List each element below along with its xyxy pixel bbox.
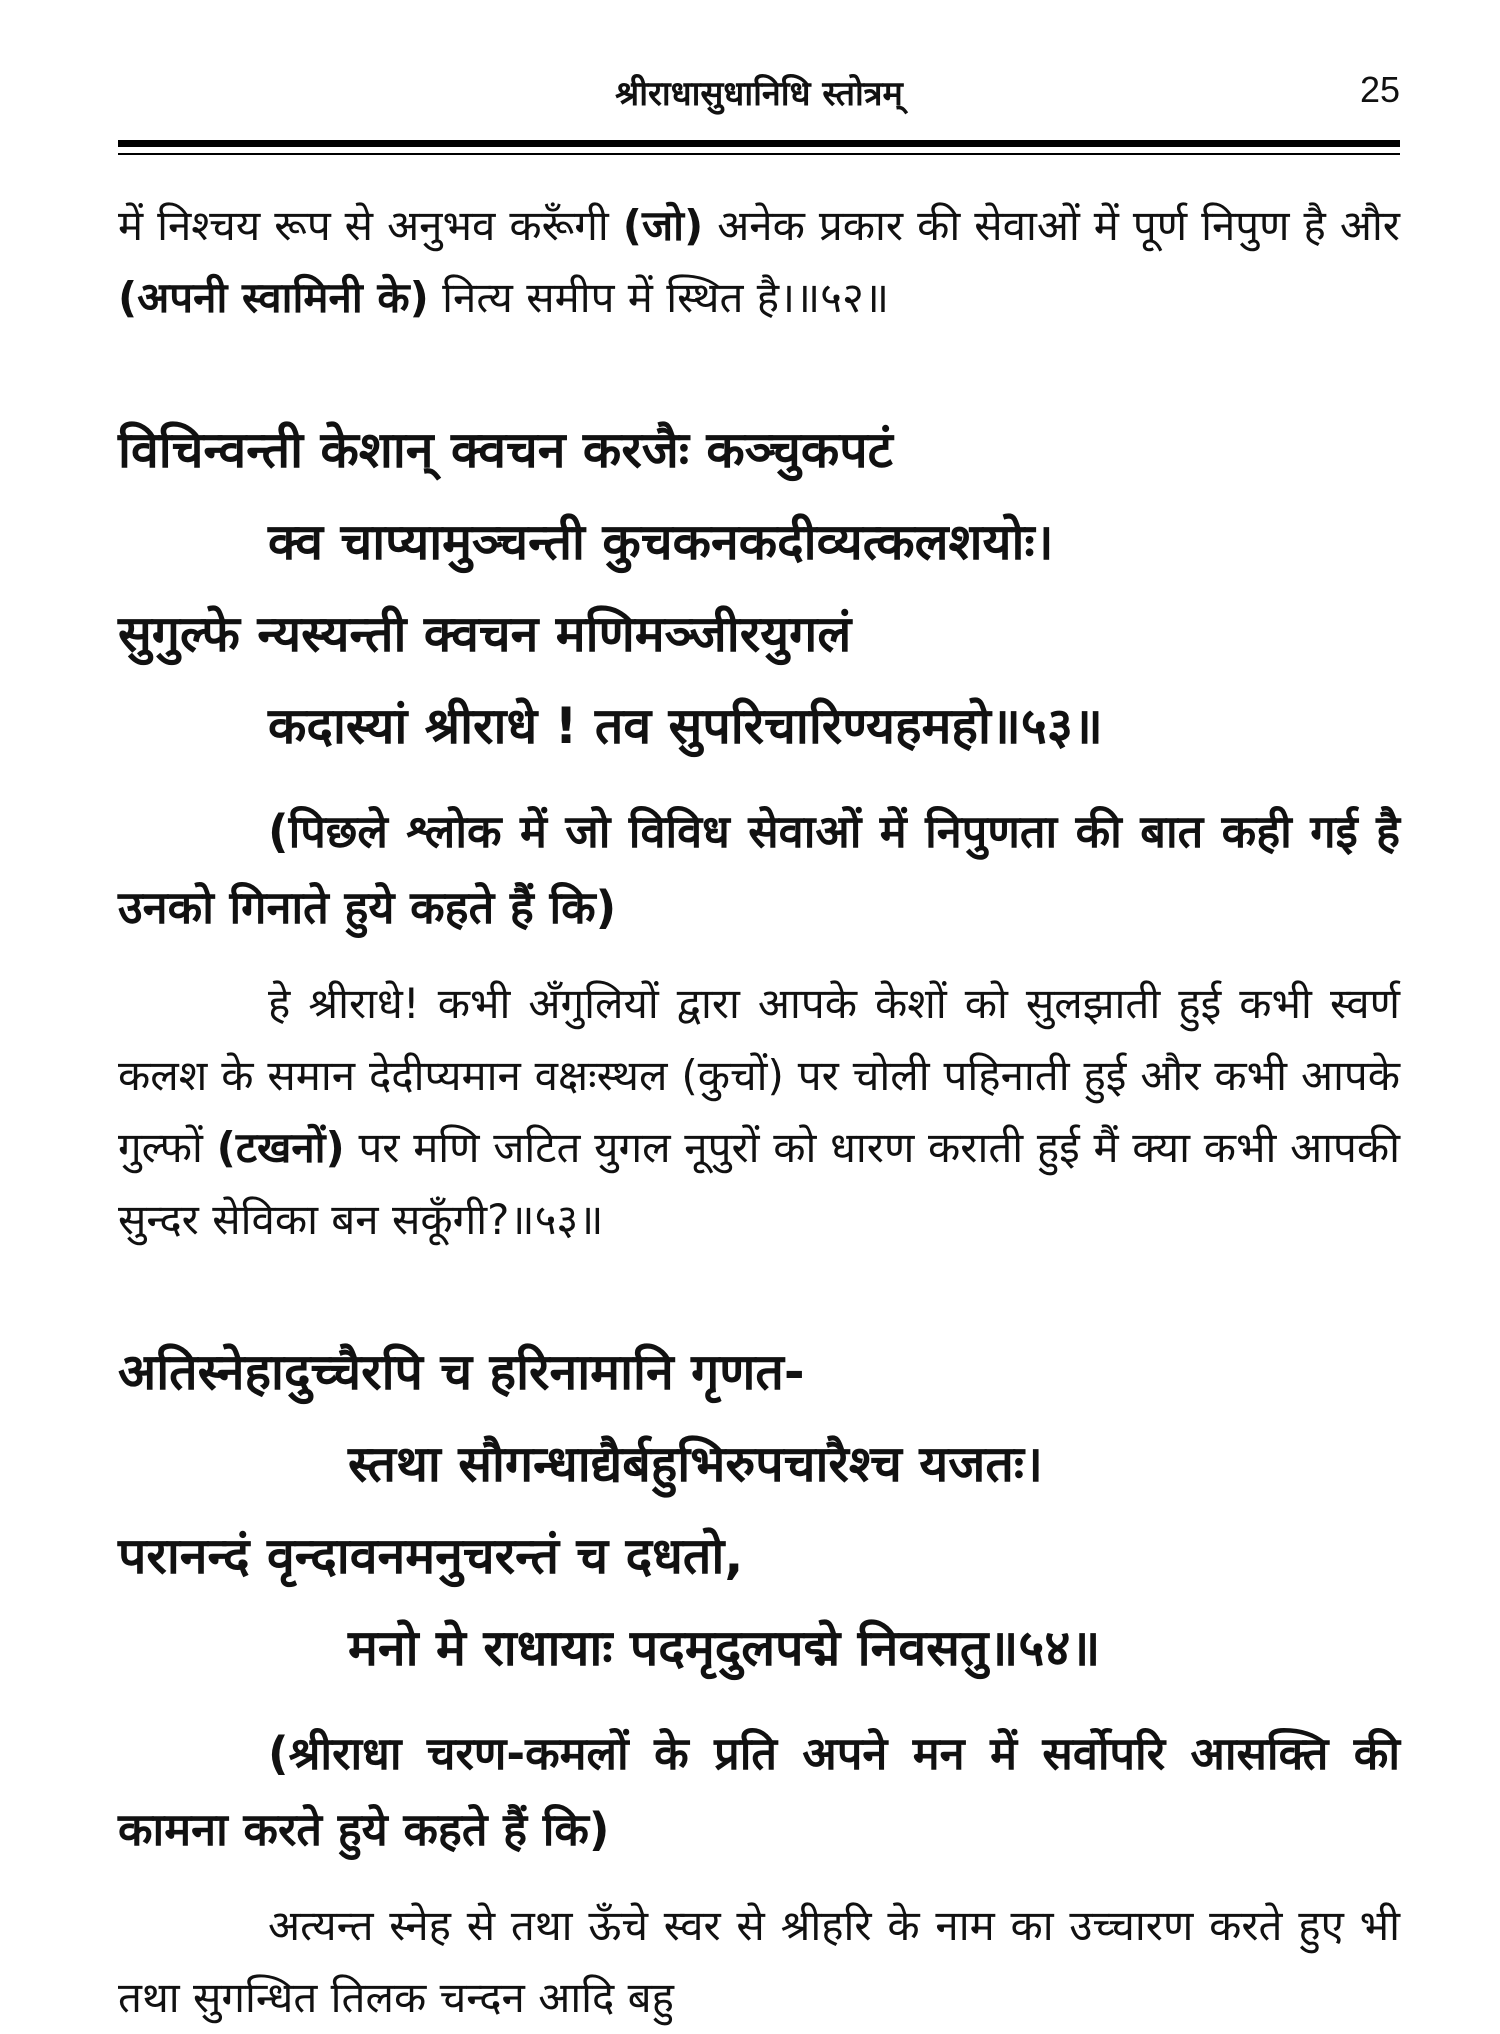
text-span: नित्य समीप में स्थित है।॥५२॥ xyxy=(428,273,889,322)
spacer xyxy=(118,772,1400,794)
page-header xyxy=(118,65,1400,125)
bold-insert: (अपनी स्वामिनी के) xyxy=(118,273,429,322)
spacer xyxy=(118,1694,1400,1716)
verse-line: परानन्दं वृन्दावनमनुचरन्तं च दधतो, xyxy=(118,1527,744,1585)
bold-insert: (जो) xyxy=(622,201,704,250)
running-title: श्रीराधासुधानिधि स्तोत्रम् xyxy=(615,74,903,114)
page-number: 25 xyxy=(1359,69,1400,110)
bold-insert: (टखनों) xyxy=(216,1123,345,1172)
header-rule-thin xyxy=(118,153,1400,155)
context-54: (श्रीराधा चरण-कमलों के प्रति अपने मन में सर्वोपरि आसक्ति की कामना करते हुये कहते हैं कि) xyxy=(118,1727,1400,1856)
verse-line: कदास्यां श्रीराधे ! तव सुपरिचारिण्यहमहो॥५३॥ xyxy=(268,697,1103,755)
verse-line: स्तथा सौगन्धाद्यैर्बहुभिरुपचारैश्च यजतः। xyxy=(348,1435,1043,1493)
verse-54 xyxy=(118,1326,1400,1694)
page-content xyxy=(118,190,1400,2034)
spacer xyxy=(118,1868,1400,1890)
meaning-52-continuation xyxy=(118,190,1400,334)
verse-line: अतिस्नेहादुच्चैरपि च हरिनामानि गृणत- xyxy=(118,1343,805,1401)
spacer xyxy=(118,946,1400,968)
spacer xyxy=(118,1256,1400,1326)
verse-line: मनो मे राधायाः पदमृदुलपद्मे निवसतु॥५४॥ xyxy=(348,1619,1101,1677)
text-span: में निश्चय रूप से अनुभव करूँगी xyxy=(118,201,623,250)
verse-line: क्व चाप्यामुञ्चन्ती कुचकनकदीव्यत्कलशयोः। xyxy=(268,513,1054,571)
text-span: पर मणि जटित युगल नूपुरों को धारण कराती हुई मैं क्या कभी आपकी सुन्दर सेविका बन सकूँगी?॥५३॥ xyxy=(118,1123,1400,1244)
header-rule-thick xyxy=(118,140,1400,147)
context-53: (पिछले श्लोक में जो विविध सेवाओं में निपुणता की बात कही गई है उनको गिनाते हुये कहते हैं कि) xyxy=(118,805,1400,934)
verse-line: सुगुल्फे न्यस्यन्ती क्वचन मणिमञ्जीरयुगलं xyxy=(118,605,852,663)
verse-line: विचिन्वन्ती केशान् क्वचन करजैः कञ्चुकपटं xyxy=(118,421,893,479)
verse-53 xyxy=(118,404,1400,772)
spacer xyxy=(118,334,1400,404)
meaning-54: अत्यन्त स्नेह से तथा ऊँचे स्वर से श्रीहरि के नाम का उच्चारण करते हुए भी तथा सुगन्धित तिलक चन्दन आदि बहु xyxy=(118,1901,1400,2022)
meaning-53 xyxy=(118,968,1400,1256)
text-span: अनेक प्रकार की सेवाओं में पूर्ण निपुण है और xyxy=(703,201,1400,250)
text-span: हे श्रीराधे! कभी अँगुलियों द्वारा आपके केशों को सुलझाती हुई कभी स्वर्ण कलश के समान देदीप्यमान वक्षःस्थल (कुचों) पर चोली पहिनाती हुई और कभी आपके गुल्फों xyxy=(118,979,1400,1172)
